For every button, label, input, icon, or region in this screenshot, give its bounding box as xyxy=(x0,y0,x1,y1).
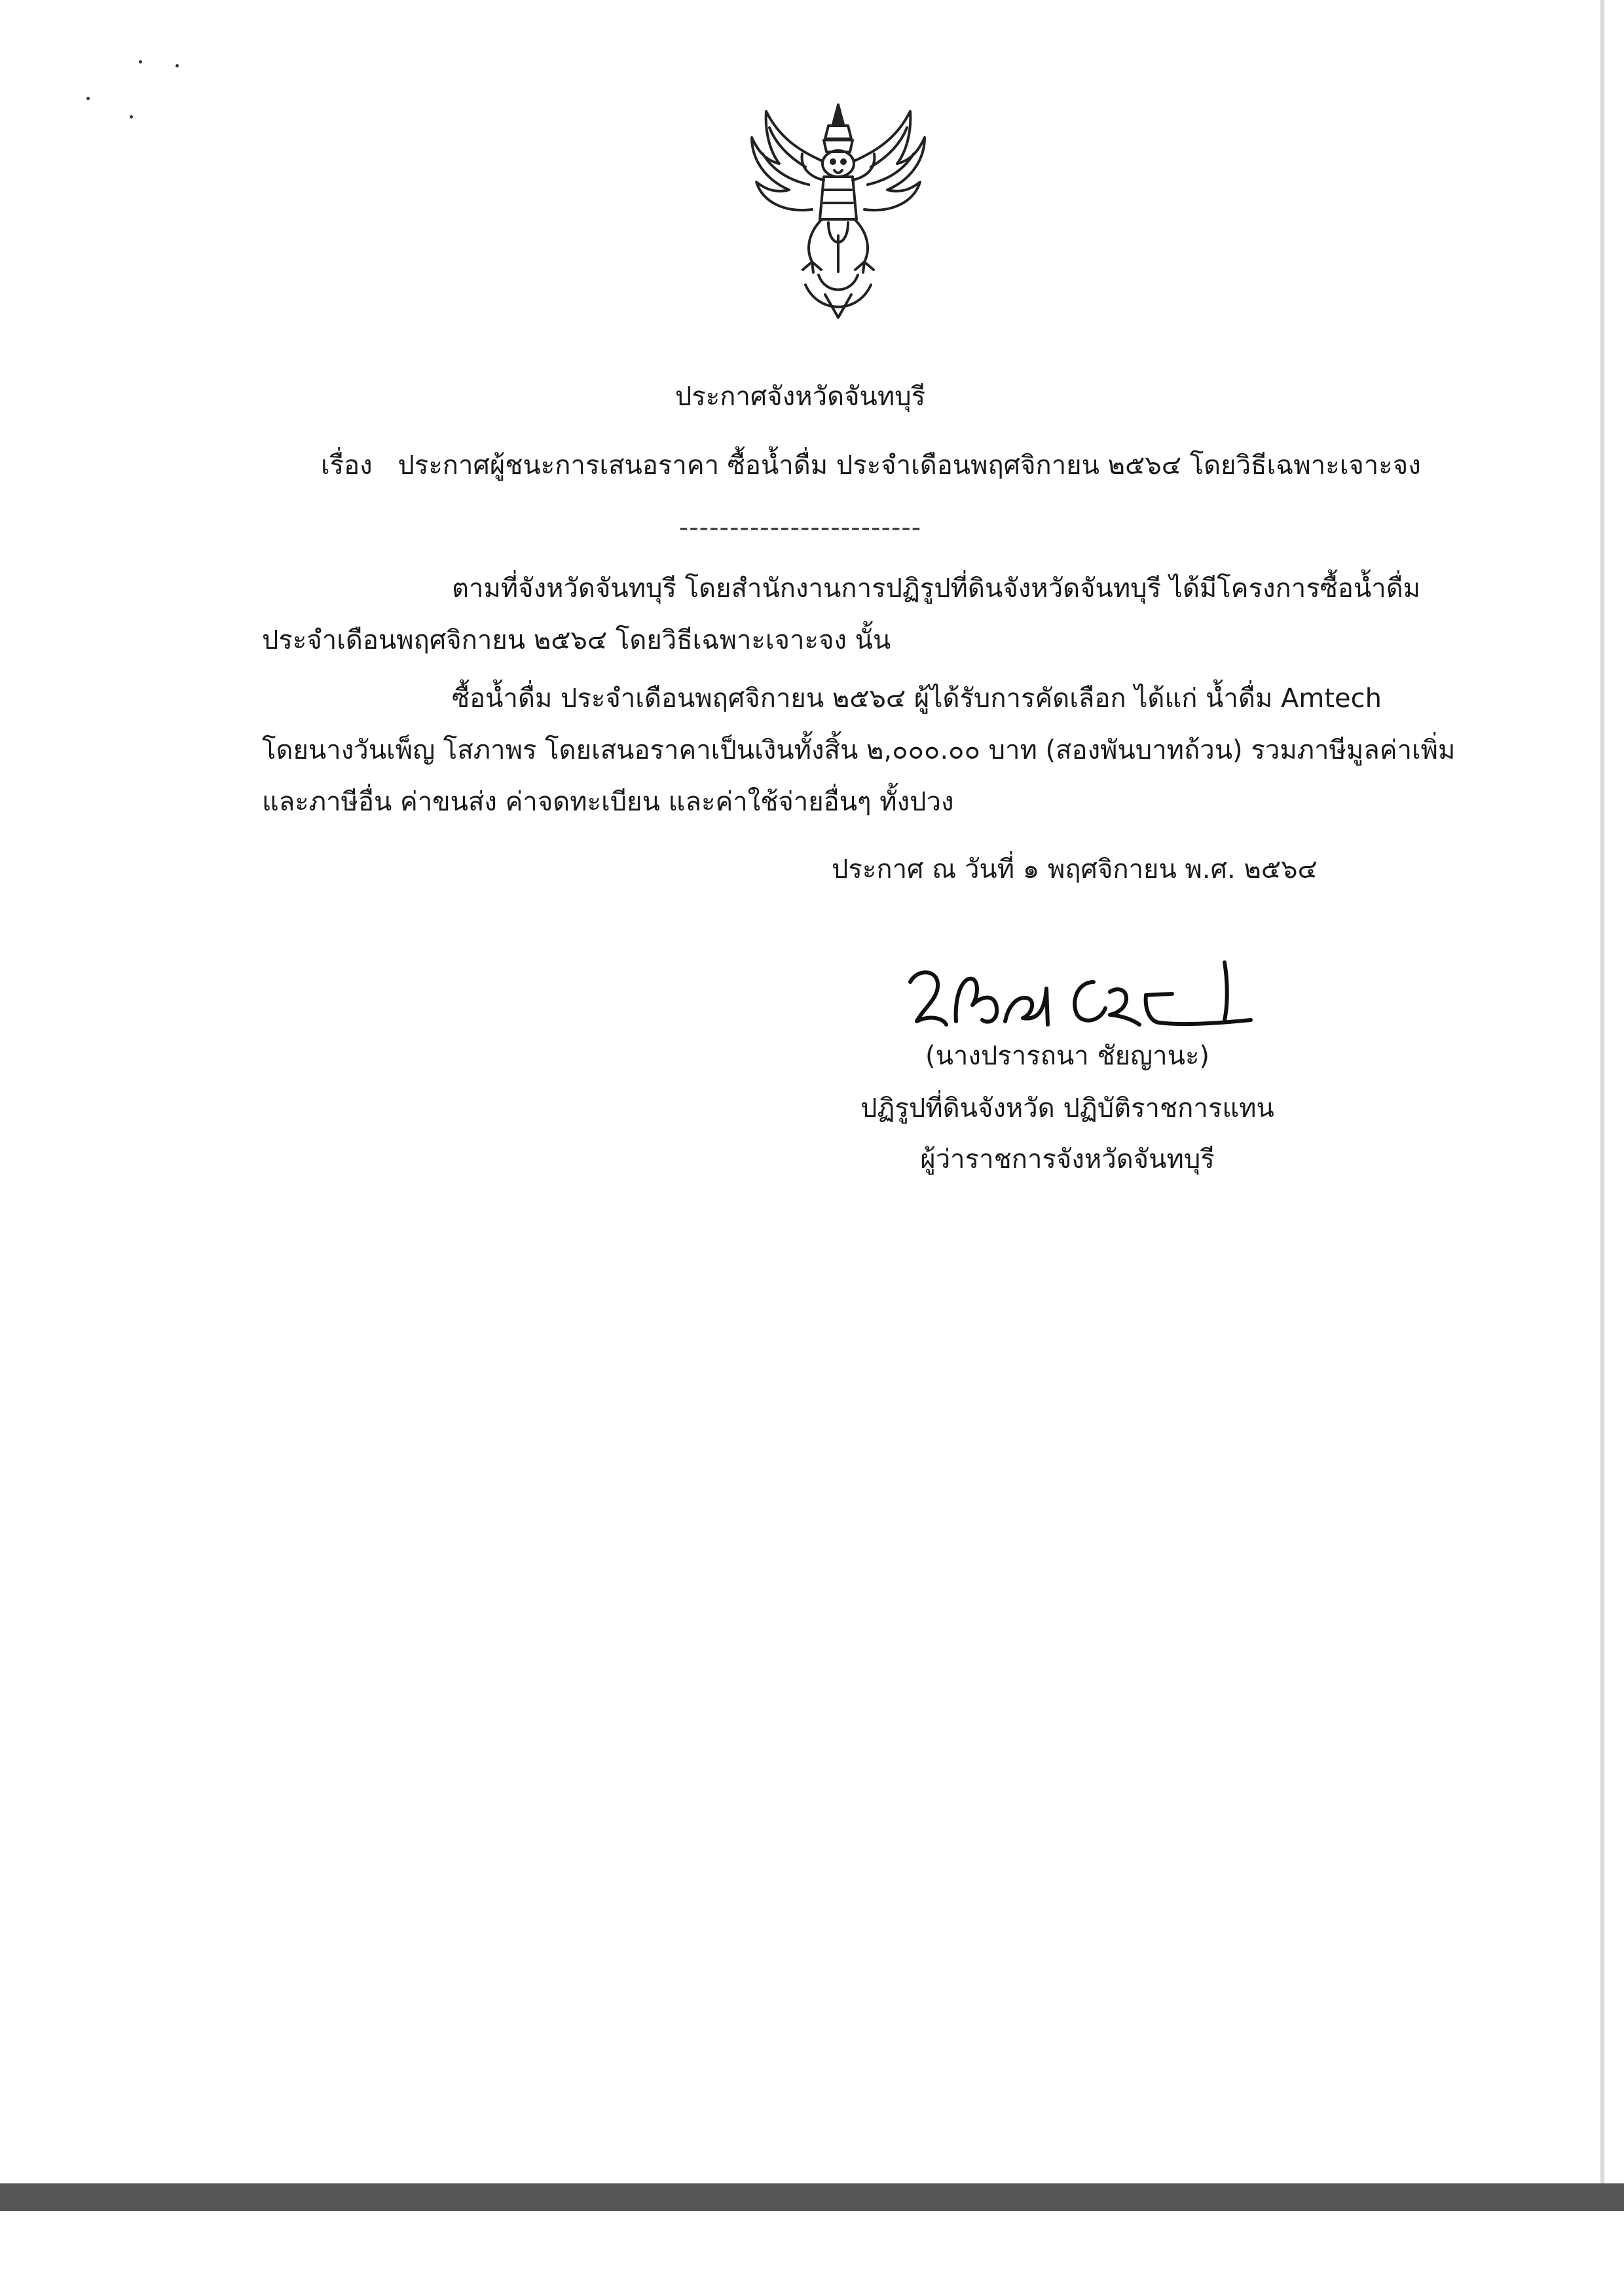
separator-line: ------------------------ xyxy=(678,513,922,543)
announcement-title: ประกาศจังหวัดจันทบุรี xyxy=(674,382,926,412)
paragraph-2-line-2: โดยนางวันเพ็ญ โสภาพร โดยเสนอราคาเป็นเงินทั้งสิ้น ๒,๐๐๐.๐๐ บาท (สองพันบาทถ้วน) รวมภาษีมูลค่าเพิ่ม xyxy=(262,735,1456,765)
garuda-emblem-icon xyxy=(740,98,936,324)
scan-border xyxy=(0,2183,1624,2211)
signatory-name: (นางปรารถนา ชัยญานะ) xyxy=(925,1041,1210,1071)
paragraph-2-line-1: ซื้อน้ำดื่ม ประจำเดือนพฤศจิกายน ๒๕๖๔ ผู้ได้รับการคัดเลือก ได้แก่ น้ำดื่ม Amtech xyxy=(452,683,1382,714)
subject-text: ประกาศผู้ชนะการเสนอราคา ซื้อน้ำดื่ม ประจำเดือนพฤศจิกายน ๒๕๖๔ โดยวิธีเฉพาะเจาะจง xyxy=(397,450,1421,481)
announcement-subject xyxy=(321,447,1421,484)
scan-speck xyxy=(139,60,142,64)
handwritten-signature xyxy=(897,943,1264,1041)
paragraph-1-line-2: ประจำเดือนพฤศจิกายน ๒๕๖๔ โดยวิธีเฉพาะเจาะจง นั้น xyxy=(262,625,891,655)
scan-speck xyxy=(175,64,179,67)
scan-speck xyxy=(130,115,133,118)
paragraph-1-line-1: ตามที่จังหวัดจันทบุรี โดยสำนักงานการปฏิรูปที่ดินจังหวัดจันทบุรี ได้มีโครงการซื้อน้ำดื่ม xyxy=(452,574,1421,604)
signatory-position-1: ปฏิรูปที่ดินจังหวัด ปฏิบัติราชการแทน xyxy=(860,1093,1274,1123)
paragraph-2-line-3: และภาษีอื่น ค่าขนส่ง ค่าจดทะเบียน และค่าใช้จ่ายอื่นๆ ทั้งปวง xyxy=(262,787,954,817)
signatory-position-2: ผู้ว่าราชการจังหวัดจันทบุรี xyxy=(920,1144,1215,1175)
announcement-date: ประกาศ ณ วันที่ ๑ พฤศจิกายน พ.ศ. ๒๕๖๔ xyxy=(832,854,1318,884)
scan-speck xyxy=(86,97,90,100)
subject-label: เรื่อง xyxy=(321,450,373,481)
